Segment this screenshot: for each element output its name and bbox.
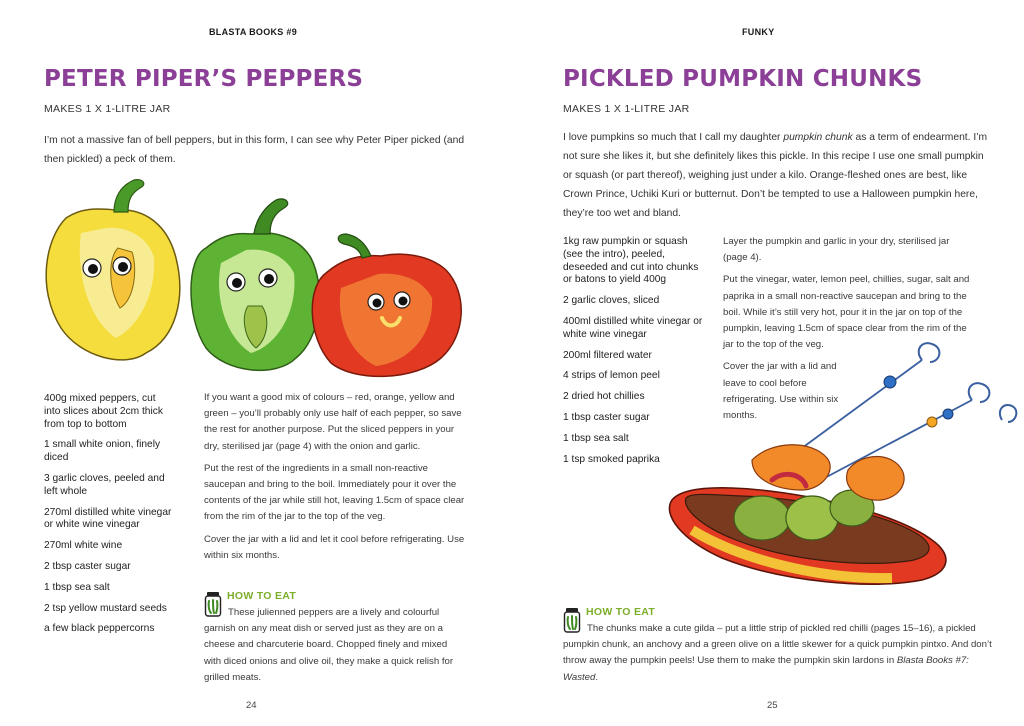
ingredient-item: 400g mixed peppers, cut into slices about 2cm thick from top to bottom [44,393,163,430]
green-pepper [191,199,319,370]
ingredient-item: 1 tsp smoked paprika [563,453,660,465]
ingredient-item: 2 garlic cloves, sliced [563,295,660,307]
method-step: If you want a good mix of colours – red, orange, yellow and green – you’ll probably only use half of each pepper, so save the rest for another purpose. Put the sliced peppers in your dry, sterilised jar (page 4) with the onion and garlic. [204,392,462,452]
ingredient-item: 400ml distilled white vinegar or white wine vinegar [563,315,703,340]
recipe-yield: MAKES 1 X 1-LITRE JAR [563,103,690,115]
ingredient-item: 2 dried hot chillies [563,391,645,403]
running-head: FUNKY [742,27,775,37]
right-page [512,0,1024,726]
method-text [204,390,466,570]
book-reference: Blasta Books #7: Wasted [563,655,969,683]
page-number: 25 [767,700,778,711]
how-to-eat-text: These julienned peppers are a lively and colourful garnish on any meat dish or served just as they are on a cheese and charcuterie board. Chopped finely and mixed with diced onions and olive oil, they make a quick relish for grilled meats. [204,607,454,683]
intro-text: I love pumpkins so much that I call my daughter [563,132,784,143]
running-head: BLASTA BOOKS #9 [209,27,298,37]
how-to-eat-text-part: The chunks make a cute gilda – put a little strip of pickled red chilli (pages 15–16), a pickled pumpkin chunk, an anchovy and a green olive on a little skewer for a quick pumpkin pintxo. And don’t throw away the pumpkin peels! Use them to make the pumpkin skin lardons in [563,623,992,667]
red-pepper [312,234,461,376]
method-step: Cover the jar with a lid and let it cool before refrigerating. Use within six months. [204,533,465,561]
pumpkin-tin-illustration [652,340,1024,600]
ingredient-item: 2 tbsp caster sugar [44,560,131,572]
ingredients-list [44,393,174,644]
yellow-pepper [46,180,180,360]
recipe-title: PICKLED PUMPKIN CHUNKS [563,66,923,92]
recipe-intro [563,128,989,223]
how-to-eat-heading: HOW TO EAT [227,590,297,602]
method-step: Cover the jar with a lid and leave to cool before refrigerating. Use within six months. [723,361,839,422]
ingredient-item: 1kg raw pumpkin or squash (see the intro), peeled, deseeded and cut into chunks or batons to yield 400g [563,236,699,286]
recipe-intro: I’m not a massive fan of bell peppers, but in this form, I can see why Peter Piper picked (and then pickled) a peck of them. [44,135,465,165]
ingredient-item: 1 small white onion, finely diced [44,439,161,464]
how-to-eat-text-part: . [595,671,599,683]
how-to-eat-text [563,621,995,686]
ingredient-item: 1 tbsp sea salt [44,581,110,593]
ingredient-item: 200ml filtered water [563,349,652,361]
method-step: Layer the pumpkin and garlic in your dry, sterilised jar (page 4). [723,236,950,264]
intro-text: as a term of endearment. I’m not sure she likes it, but she definitely likes this pickle. In this recipe I use one small pumpkin or squash (or part thereof), weighing just under a kilo. Orange-fleshed ones are best, like Crown Prince, Uchiki Kuri or butternut. Don’t be tempted to use a Halloween pumpkin here, they’re too wet and bland. [563,132,988,219]
ingredient-item: 1 tbsp caster sugar [563,411,650,423]
intro-emphasis: pumpkin chunk [783,132,853,143]
ingredient-item: 4 strips of lemon peel [563,370,660,382]
recipe-yield: MAKES 1 X 1-LITRE JAR [44,103,171,115]
peppers-illustration [36,178,472,380]
ingredient-item: 270ml white wine [44,540,123,552]
how-to-eat-heading: HOW TO EAT [586,606,656,618]
ingredient-item: 2 tsp yellow mustard seeds [44,602,167,614]
method-step: Put the vinegar, water, lemon peel, chillies, sugar, salt and paprika in a small non-reactive saucepan and bring to the boil. While it’s still very hot, pour it in the jar on top of the pumpkin, leaving 1.5cm of space clear from the rim of the jar to the top of the veg. [723,274,970,351]
method-step: Put the rest of the ingredients in a small non-reactive saucepan and bring to the boil. Immediately pour it over the contents of the jar while still hot, leaving 1.5cm of space clear from the rim of the jar to the top of the veg. [204,462,465,523]
ingredient-item: 3 garlic cloves, peeled and left whole [44,472,165,497]
ingredient-item: 270ml distilled white vinegar or white wine vinegar [44,506,172,531]
ingredient-item: a few black peppercorns [44,623,155,635]
recipe-title: PETER PIPER’S PEPPERS [44,66,364,92]
page-number: 24 [246,700,257,711]
ingredient-item: 1 tbsp sea salt [563,432,629,444]
